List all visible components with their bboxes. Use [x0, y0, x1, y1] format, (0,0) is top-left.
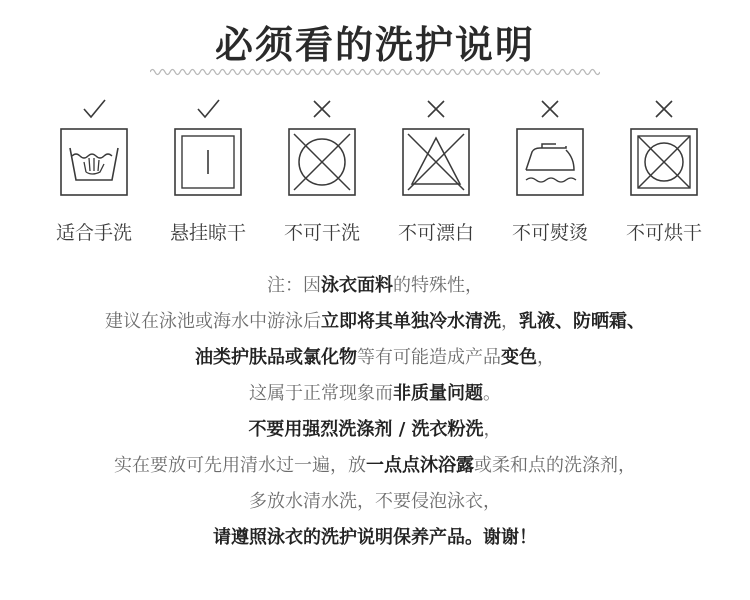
note-emphasis: 一点点沐浴露	[366, 455, 474, 476]
note-emphasis: 立即将其单独冷水清洗	[321, 311, 501, 332]
care-item-drip-dry	[152, 98, 264, 248]
cross-mark-icon	[494, 98, 606, 120]
note-line	[0, 376, 750, 412]
no-tumble-dry-icon	[288, 128, 356, 196]
drip-dry-icon	[174, 128, 242, 196]
note-line	[0, 484, 750, 520]
note-emphasis: 油类护肤品或氯化物	[195, 347, 357, 368]
note-text: ，	[501, 311, 519, 332]
care-item-no-dry-clean	[266, 98, 378, 248]
note-text: 或柔和点的洗涤剂，	[474, 455, 636, 476]
care-label-no-dry-clean: 不可干洗	[283, 222, 360, 244]
cross-mark-icon	[380, 98, 492, 120]
hand-wash-icon	[60, 128, 128, 196]
care-label-hand-wash: 适合手洗	[55, 222, 132, 244]
care-label-no-machine-dry: 不可烘干	[625, 222, 702, 244]
check-mark-icon	[152, 98, 264, 120]
note-line	[0, 520, 750, 556]
note-emphasis: 不要用强烈洗涤剂 / 洗衣粉洗	[248, 419, 484, 440]
check-mark-icon	[38, 98, 150, 120]
note-line	[0, 340, 750, 376]
note-text: 等有可能造成产品	[357, 347, 501, 368]
note-text: 注：因	[267, 275, 321, 296]
care-item-no-machine-dry	[608, 98, 720, 248]
note-text: 这属于正常现象而	[249, 383, 393, 404]
note-text: 的特殊性，	[393, 275, 483, 296]
cross-mark-icon	[608, 98, 720, 120]
note-emphasis: 泳衣面料	[321, 275, 393, 296]
care-icons-row	[0, 98, 750, 258]
note-line	[0, 412, 750, 448]
care-item-no-iron	[494, 98, 606, 248]
note-text: 建议在泳池或海水中游泳后	[105, 311, 321, 332]
note-text: ，	[537, 347, 555, 368]
note-emphasis: 请遵照泳衣的洗护说明保养产品。谢谢！	[213, 527, 537, 548]
page-title: 必须看的洗护说明	[214, 23, 535, 67]
note-text: 。	[483, 383, 501, 404]
care-label-no-iron: 不可熨烫	[511, 222, 588, 244]
note-emphasis: 非质量问题	[393, 383, 483, 404]
note-emphasis: 乳液、防晒霜、	[519, 311, 645, 332]
note-line	[0, 304, 750, 340]
note-emphasis: 变色	[501, 347, 537, 368]
no-machine-dry-icon	[630, 128, 698, 196]
note-line	[0, 448, 750, 484]
care-label-no-bleach: 不可漂白	[397, 222, 474, 244]
no-bleach-icon	[402, 128, 470, 196]
note-text: 实在要放可先用清水过一遍，放	[114, 455, 366, 476]
care-notes	[0, 268, 750, 556]
care-item-no-bleach	[380, 98, 492, 248]
note-line	[0, 268, 750, 304]
care-label-drip-dry: 悬挂晾干	[169, 222, 246, 244]
no-iron-icon	[516, 128, 584, 196]
note-text: ，	[483, 419, 502, 440]
note-text: 多放水清水洗，不要侵泡泳衣，	[249, 491, 501, 512]
cross-mark-icon	[266, 98, 378, 120]
care-item-hand-wash	[38, 98, 150, 248]
wave-divider	[150, 66, 600, 78]
